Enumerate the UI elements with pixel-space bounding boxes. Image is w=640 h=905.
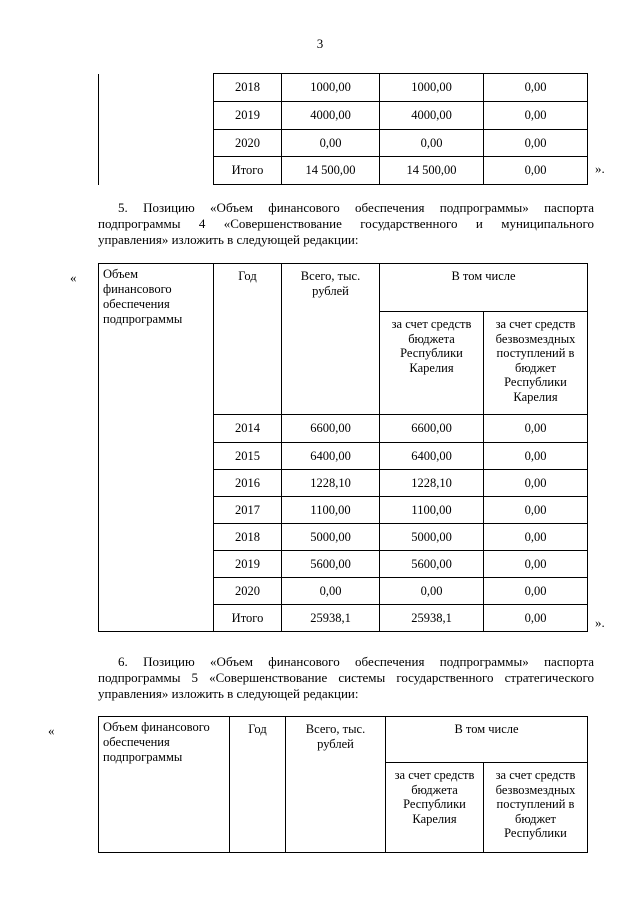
year-cell: 2016: [214, 470, 282, 497]
label-cell: Объем финансового обеспечения подпрограммы: [99, 717, 230, 853]
free-cell: 0,00: [484, 470, 588, 497]
total-cell: 5600,00: [282, 551, 380, 578]
header-total: Всего, тыс. рублей: [282, 264, 380, 415]
free-cell: 0,00: [484, 605, 588, 632]
budget-cell: 1100,00: [380, 497, 484, 524]
header-free: за счет средств безвозмездных поступлений в бюджет Республики: [484, 763, 588, 853]
year-cell: 2017: [214, 497, 282, 524]
paragraph-item-6: 6. Позицию «Объем финансового обеспечения подпрограммы» паспорта подпрограммы 5 «Совершенствование системы государственного стратегического управления» изложить в следующей редакции:: [98, 654, 594, 701]
table-header-row: [99, 717, 588, 763]
close-quote: ».: [595, 615, 605, 630]
header-budget: за счет средств бюджета Республики Карелия: [386, 763, 484, 853]
total-cell: 1228,10: [282, 470, 380, 497]
budget-cell: 14 500,00: [380, 157, 484, 185]
header-free: за счет средств безвозмездных поступлений в бюджет Республики Карелия: [484, 312, 588, 415]
header-including: В том числе: [380, 264, 588, 312]
year-cell: 2020: [214, 578, 282, 605]
open-quote: «: [70, 270, 77, 285]
total-cell: 1100,00: [282, 497, 380, 524]
free-cell: 0,00: [484, 130, 588, 157]
total-cell: 1000,00: [282, 74, 380, 102]
year-cell: 2018: [214, 74, 282, 102]
free-cell: 0,00: [484, 102, 588, 130]
total-cell: 0,00: [282, 578, 380, 605]
budget-cell: 0,00: [380, 130, 484, 157]
total-cell: 4000,00: [282, 102, 380, 130]
budget-cell: 6600,00: [380, 415, 484, 443]
free-cell: 0,00: [484, 551, 588, 578]
paragraph-item-5: 5. Позицию «Объем финансового обеспечения подпрограммы» паспорта подпрограммы 4 «Совершенствование государственного и муниципального управления» изложить в следующей редакции:: [98, 200, 594, 247]
table-header-row: [99, 264, 588, 312]
budget-cell: 5000,00: [380, 524, 484, 551]
open-quote: «: [48, 723, 55, 738]
budget-cell: 6400,00: [380, 443, 484, 470]
total-cell: 14 500,00: [282, 157, 380, 185]
year-cell: 2019: [214, 551, 282, 578]
year-cell: 2015: [214, 443, 282, 470]
label-cell: [99, 74, 214, 185]
label-cell: Объем финансового обеспечения подпрограммы: [99, 264, 214, 632]
header-total: Всего, тыс. рублей: [286, 717, 386, 853]
close-quote: ».: [595, 161, 605, 176]
total-cell: 6400,00: [282, 443, 380, 470]
page-number: 3: [316, 36, 324, 51]
header-year: Год: [214, 264, 282, 415]
year-cell: Итого: [214, 605, 282, 632]
total-cell: 25938,1: [282, 605, 380, 632]
total-cell: 6600,00: [282, 415, 380, 443]
budget-cell: 5600,00: [380, 551, 484, 578]
year-cell: 2014: [214, 415, 282, 443]
budget-cell: 4000,00: [380, 102, 484, 130]
year-cell: 2018: [214, 524, 282, 551]
table-continuation: [98, 73, 588, 185]
budget-cell: 25938,1: [380, 605, 484, 632]
header-year: Год: [230, 717, 286, 853]
header-including: В том числе: [386, 717, 588, 763]
budget-cell: 1000,00: [380, 74, 484, 102]
table-subprogram-5: [98, 716, 588, 853]
table-subprogram-4: [98, 263, 588, 632]
budget-cell: 1228,10: [380, 470, 484, 497]
header-budget: за счет средств бюджета Республики Карелия: [380, 312, 484, 415]
free-cell: 0,00: [484, 524, 588, 551]
year-cell: 2020: [214, 130, 282, 157]
free-cell: 0,00: [484, 157, 588, 185]
free-cell: 0,00: [484, 74, 588, 102]
total-cell: 0,00: [282, 130, 380, 157]
free-cell: 0,00: [484, 415, 588, 443]
free-cell: 0,00: [484, 578, 588, 605]
year-cell: 2019: [214, 102, 282, 130]
free-cell: 0,00: [484, 443, 588, 470]
total-cell: 5000,00: [282, 524, 380, 551]
budget-cell: 0,00: [380, 578, 484, 605]
year-cell: Итого: [214, 157, 282, 185]
free-cell: 0,00: [484, 497, 588, 524]
table-row: [99, 74, 588, 102]
